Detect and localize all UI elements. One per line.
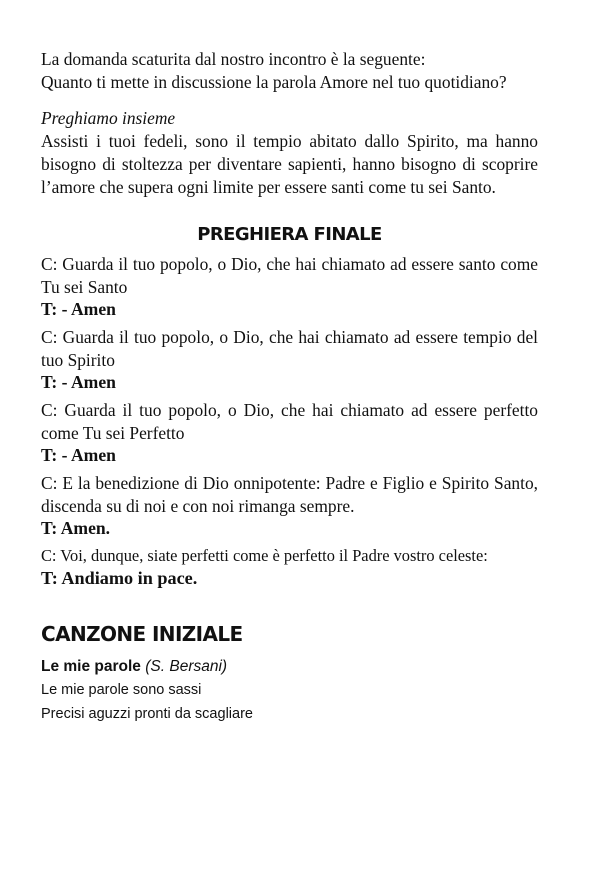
response-line: T: Andiamo in pace.: [41, 568, 198, 588]
celebrant-line: C: Guarda il tuo popolo, o Dio, che hai chiamato ad essere tempio del tuo Spirito: [41, 327, 538, 370]
prayer-block: [41, 326, 538, 393]
song-title: Le mie parole: [41, 658, 141, 675]
prayer-text: Assisti i tuoi fedeli, sono il tempio abitato dallo Spirito, ma hanno bisogno di stoltezza per diventare sapienti, hanno bisogno di scoprire l’amore che supera ogni limite per essere santi come tu sei Santo.: [41, 131, 538, 197]
final-prayer-heading: PREGHIERA FINALE: [197, 224, 382, 245]
song-heading: CANZONE INIZIALE: [41, 622, 243, 646]
prayer-block: [41, 399, 538, 466]
celebrant-line: C: Guarda il tuo popolo, o Dio, che hai chiamato ad essere santo come Tu sei Santo: [41, 254, 538, 297]
prayer-block: [41, 472, 538, 539]
intro-question: Quanto ti mette in discussione la parola Amore nel tuo quotidiano?: [41, 72, 507, 92]
document-page: [41, 48, 538, 726]
song-title-line: [41, 656, 538, 678]
song-author: (S. Bersani): [145, 658, 228, 675]
song-lyric-line: Le mie parole sono sassi: [41, 682, 202, 698]
celebrant-line: C: E la benedizione di Dio onnipotente: Padre e Figlio e Spirito Santo, discenda su di noi e con noi rimanga sempre.: [41, 473, 538, 516]
prayer-block: [41, 545, 538, 589]
response-line: T: Amen.: [41, 518, 111, 538]
final-prayer-blocks: [41, 253, 538, 589]
intro-question-lead: La domanda scaturita dal nostro incontro è la seguente:: [41, 49, 426, 69]
song-lyric-line: Precisi aguzzi pronti da scagliare: [41, 706, 253, 722]
celebrant-line: C: Voi, dunque, siate perfetti come è perfetto il Padre vostro celeste:: [41, 546, 488, 565]
response-line: T: - Amen: [41, 445, 116, 465]
response-line: T: - Amen: [41, 372, 116, 392]
prayer-title: Preghiamo insieme: [41, 108, 176, 128]
prayer-block: [41, 253, 538, 320]
celebrant-line: C: Guarda il tuo popolo, o Dio, che hai chiamato ad essere perfetto come Tu sei Perfetto: [41, 400, 538, 443]
response-line: T: - Amen: [41, 299, 116, 319]
